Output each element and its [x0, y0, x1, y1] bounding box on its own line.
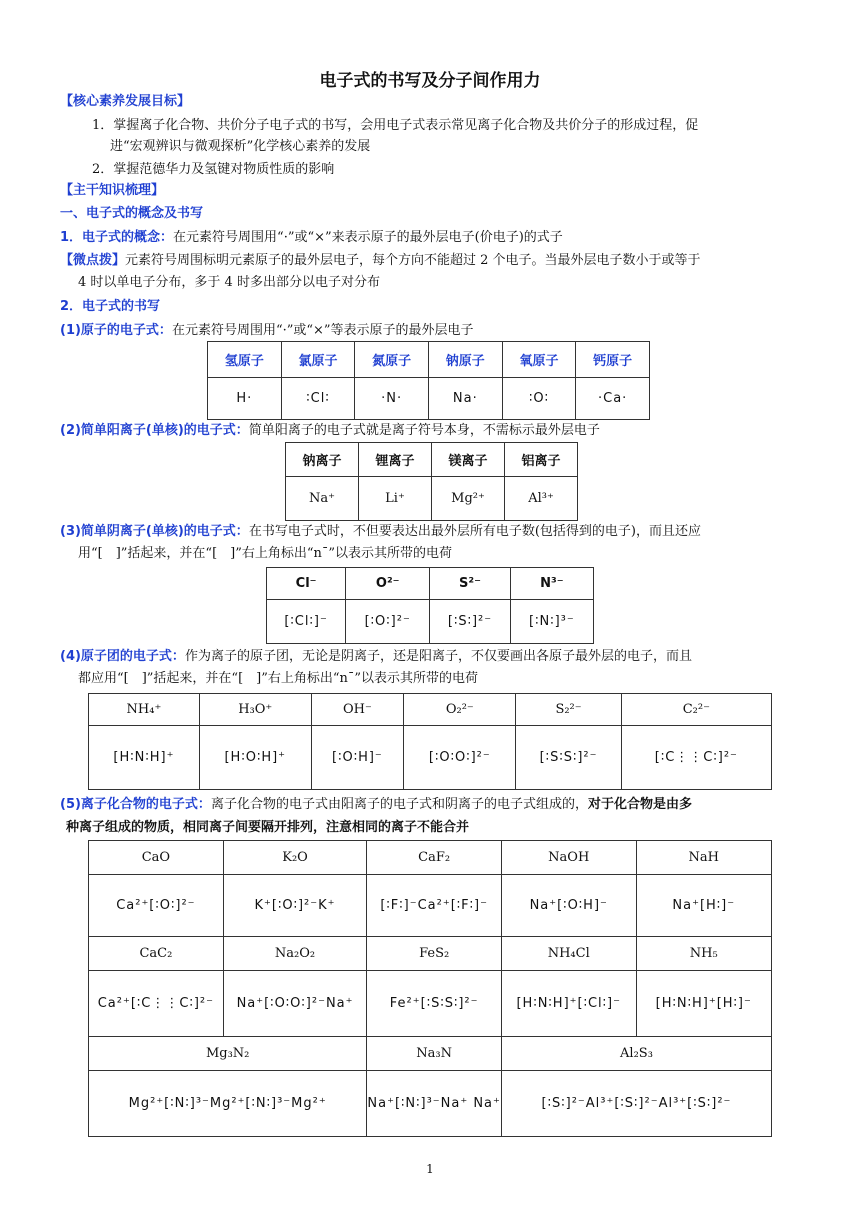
p5-emphasis-1: 对于化合物是由多 [587, 797, 692, 812]
compound-electron-formula: Ca²⁺[∶C⋮⋮C∶]²⁻ [89, 971, 224, 1037]
anion-table [266, 567, 594, 644]
compound-electron-formula: Na⁺[H∶]⁻ [636, 875, 771, 937]
radical-electron-formula: [∶S∶S∶]²⁻ [516, 726, 621, 790]
radical-electron-formula: [H∶O∶H]⁺ [199, 726, 311, 790]
compound-electron-formula: K⁺[∶O∶]²⁻K⁺ [223, 875, 367, 937]
anion-header: O²⁻ [346, 568, 430, 600]
concept-paragraph [60, 228, 563, 248]
radical-table [88, 693, 772, 790]
goals-header: 【核心素养发展目标】 [60, 94, 191, 109]
cation-formula: Na⁺ [286, 477, 359, 521]
compound-header: NaOH [501, 841, 636, 875]
radical-header: O₂²⁻ [404, 694, 516, 726]
radical-electron-formula: [∶O∶H]⁻ [311, 726, 404, 790]
cation-table [285, 442, 578, 521]
p5-text: 离子化合物的电子式由阳离子的电子式和阴离子的电子式组成的， [210, 797, 588, 812]
anion-electron-formula: [∶O∶]²⁻ [346, 600, 430, 644]
anion-electron-formula: [∶Cl∶]⁻ [267, 600, 346, 644]
cation-formula: Li⁺ [359, 477, 432, 521]
atom-header: 钙原子 [576, 342, 650, 378]
compound-electron-formula: [H∶N∶H]⁺[∶Cl∶]⁻ [501, 971, 636, 1037]
compound-header: NH₄Cl [501, 937, 636, 971]
radical-electron-formula: [H∶N∶H]⁺ [89, 726, 200, 790]
anion-electron-formula: [∶N∶]³⁻ [510, 600, 593, 644]
radical-header: S₂²⁻ [516, 694, 621, 726]
atom-header: 钠原子 [428, 342, 502, 378]
anion-header: Cl⁻ [267, 568, 346, 600]
cation-formula: Mg²⁺ [432, 477, 505, 521]
compound-header: NaH [636, 841, 771, 875]
p5-paragraph [60, 795, 692, 815]
p3-paragraph [60, 522, 701, 542]
cation-header: 钠离子 [286, 443, 359, 477]
anion-header: S²⁻ [430, 568, 511, 600]
compound-electron-formula: [H∶N∶H]⁺[H∶]⁻ [636, 971, 771, 1037]
cation-header: 镁离子 [432, 443, 505, 477]
atom-table [207, 341, 650, 420]
p2-text: 简单阳离子的电子式就是离子符号本身，不需标示最外层电子 [248, 423, 600, 438]
compound-header: NH₅ [636, 937, 771, 971]
atom-electron-formula: ∶Cl∶ [281, 378, 355, 420]
compound-electron-formula: Na⁺[∶O∶H]⁻ [501, 875, 636, 937]
page-title: 电子式的书写及分子间作用力 [319, 71, 541, 91]
tip-line-1 [60, 251, 701, 271]
compound-electron-formula: Na⁺[∶N∶]³⁻Na⁺ Na⁺ [367, 1071, 502, 1137]
radical-header: NH₄⁺ [89, 694, 200, 726]
radical-electron-formula: [∶O∶O∶]²⁻ [404, 726, 516, 790]
atom-header: 氮原子 [355, 342, 429, 378]
p4-text-2: 都应用“[ ]”括起来，并在“[ ]”右上角标出“nˉ”以表示其所带的电荷 [78, 671, 479, 686]
compound-electron-formula: Mg²⁺[∶N∶]³⁻Mg²⁺[∶N∶]³⁻Mg²⁺ [89, 1071, 367, 1137]
compound-electron-formula: Na⁺[∶O∶O∶]²⁻Na⁺ [223, 971, 367, 1037]
atom-electron-formula: ∶O∶ [502, 378, 576, 420]
compound-electron-formula: Ca²⁺[∶O∶]²⁻ [89, 875, 224, 937]
compound-header: Al₂S₃ [501, 1037, 771, 1071]
atom-electron-formula: ·Ca· [576, 378, 650, 420]
compound-header: Na₂O₂ [223, 937, 367, 971]
compound-electron-formula: [∶F∶]⁻Ca²⁺[∶F∶]⁻ [367, 875, 502, 937]
anion-electron-formula: [∶S∶]²⁻ [430, 600, 511, 644]
tip-label: 【微点拨】 [60, 253, 126, 268]
p3-label: (3)简单阴离子(单核)的电子式： [60, 524, 249, 539]
compound-header: CaF₂ [367, 841, 502, 875]
p2-paragraph [60, 421, 600, 441]
cation-formula: Al³⁺ [505, 477, 578, 521]
concept-label: 1．电子式的概念： [60, 230, 174, 245]
p4-label: (4)原子团的电子式： [60, 649, 185, 664]
p1-label: (1)原子的电子式： [60, 323, 172, 338]
compound-electron-formula: [∶S∶]²⁻Al³⁺[∶S∶]²⁻Al³⁺[∶S∶]²⁻ [501, 1071, 771, 1137]
radical-header: H₃O⁺ [199, 694, 311, 726]
p4-text-1: 作为离子的原子团，无论是阴离子，还是阳离子，不仅要画出各原子最外层的电子，而且 [184, 649, 692, 664]
radical-electron-formula: [∶C⋮⋮C∶]²⁻ [621, 726, 771, 790]
atom-header: 氧原子 [502, 342, 576, 378]
ionic-compound-table [88, 840, 772, 1137]
compound-header: Na₃N [367, 1037, 502, 1071]
knowledge-header: 【主干知识梳理】 [60, 183, 165, 198]
atom-electron-formula: H· [208, 378, 282, 420]
goal-1-line-1: 1．掌握离子化合物、共价分子电子式的书写，会用电子式表示常见离子化合物及共价分子的形成过程，促 [92, 118, 699, 133]
tip-line-2: 4 时以单电子分布，多于 4 时多出部分以电子对分布 [78, 275, 380, 290]
p3-text-1: 在书写电子式时，不但要表达出最外层所有电子数(包括得到的电子)，而且还应 [248, 524, 701, 539]
compound-header: CaO [89, 841, 224, 875]
p1-text: 在元素符号周围用“·”或“×”等表示原子的最外层电子 [171, 323, 474, 338]
goal-1-line-2: 进“宏观辨识与微观探析”化学核心素养的发展 [110, 139, 371, 154]
compound-header: CaC₂ [89, 937, 224, 971]
p5-emphasis-2: 种离子组成的物质，相同离子间要隔开排列，注意相同的离子不能合并 [66, 820, 470, 835]
p5-label: (5)离子化合物的电子式： [60, 797, 211, 812]
atom-header: 氢原子 [208, 342, 282, 378]
compound-electron-formula: Fe²⁺[∶S∶S∶]²⁻ [367, 971, 502, 1037]
anion-header: N³⁻ [510, 568, 593, 600]
compound-header: Mg₃N₂ [89, 1037, 367, 1071]
radical-header: OH⁻ [311, 694, 404, 726]
p4-paragraph [60, 647, 692, 667]
writing-heading: 2．电子式的书写 [60, 299, 161, 314]
cation-header: 铝离子 [505, 443, 578, 477]
p3-text-2: 用“[ ]”括起来，并在“[ ]”右上角标出“nˉ”以表示其所带的电荷 [78, 546, 453, 561]
tip-text-1: 元素符号周围标明元素原子的最外层电子，每个方向不能超过 2 个电子。当最外层电子数小于或等于 [125, 253, 701, 268]
atom-electron-formula: ·N· [355, 378, 429, 420]
cation-header: 锂离子 [359, 443, 432, 477]
page-number: 1 [426, 1162, 434, 1176]
atom-electron-formula: Na· [428, 378, 502, 420]
radical-header: C₂²⁻ [621, 694, 771, 726]
compound-header: K₂O [223, 841, 367, 875]
atom-header: 氯原子 [281, 342, 355, 378]
compound-header: FeS₂ [367, 937, 502, 971]
section-1-heading: 一、电子式的概念及书写 [60, 206, 204, 221]
p2-label: (2)简单阳离子(单核)的电子式： [60, 423, 249, 438]
concept-text: 在元素符号周围用“·”或“×”来表示原子的最外层电子(价电子)的式子 [173, 230, 563, 245]
goal-2: 2．掌握范德华力及氢键对物质性质的影响 [92, 162, 335, 177]
p1-paragraph [60, 321, 474, 341]
